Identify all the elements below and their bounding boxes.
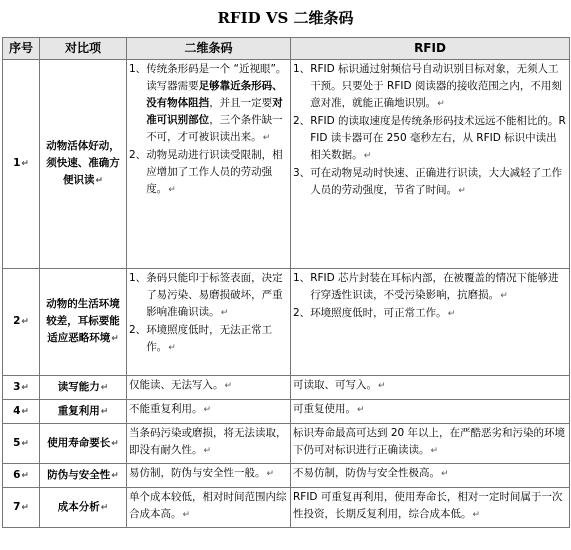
list-number: 2、	[129, 149, 147, 161]
paragraph-mark: ↵	[168, 343, 176, 353]
row-number: 5↵	[3, 424, 40, 464]
table-row	[3, 400, 570, 424]
list-text	[146, 322, 288, 357]
barcode-cell: 仅能读、无法写入。↵	[127, 376, 291, 400]
text-segment: ，并且一定要	[209, 97, 273, 109]
barcode-cell: 易仿制，防伪与安全性一般。↵	[127, 464, 291, 488]
paragraph-mark: ↵	[262, 133, 271, 143]
comparison-table	[2, 37, 570, 528]
rfid-cell: 可读取、可写入。↵	[291, 376, 570, 400]
emphasis-text: 足够靠近条形码、没有物体阻挡	[146, 80, 283, 109]
paragraph-mark: ↵	[500, 291, 508, 301]
text-segment: RFID 的读取速度是传统条形码技术远远不能相比的。RFID 读卡器可在 250 毫秒左右，从 RFID 标识中读出相关数据。	[310, 115, 566, 161]
barcode-cell	[127, 60, 291, 269]
list-text	[146, 147, 288, 199]
row-item: 使用寿命要长↵	[40, 424, 127, 464]
list-item	[293, 61, 567, 113]
list-number: 2、	[129, 324, 147, 336]
row-item: 读写能力↵	[40, 376, 127, 400]
list-text	[310, 165, 567, 200]
row-item: 防伪与安全性↵	[40, 464, 127, 488]
table-row	[3, 376, 570, 400]
paragraph-mark: ↵	[363, 151, 372, 161]
row-number: 7↵	[3, 488, 40, 528]
table-row	[3, 424, 570, 464]
list-text	[310, 305, 567, 323]
table-row	[3, 488, 570, 528]
table-row	[3, 464, 570, 488]
paragraph-mark: ↵	[220, 308, 229, 318]
list-item	[129, 147, 288, 199]
paragraph-mark: ↵	[447, 309, 456, 319]
list-text	[310, 113, 567, 165]
row-item: 动物活体好动，须快速、准确方便识读↵	[40, 60, 127, 269]
text-segment: 可在动物晃动时快速、正确进行识读，大大减轻了工作人员的劳动强度，节省了时间。	[310, 167, 563, 196]
barcode-cell: 单个成本较低，相对时间范围内综合成本高。↵	[127, 488, 291, 528]
row-number: 2↵	[3, 269, 40, 376]
list-text	[146, 270, 288, 322]
list-number: 1、	[129, 272, 147, 284]
list-item	[293, 305, 567, 323]
paragraph-mark: ↵	[458, 186, 466, 196]
header-qr-code: 二维条码	[127, 38, 291, 60]
header-comparison-item: 对比项	[40, 38, 127, 60]
list-number: 1、	[293, 63, 311, 75]
list-text	[310, 270, 567, 305]
rfid-cell: 可重复使用。↵	[291, 400, 570, 424]
row-number: 1↵	[3, 60, 40, 269]
emphasis-text: 对准可识别部位	[146, 97, 283, 126]
text-segment: RFID 芯片封装在耳标内部，在被覆盖的情况下能够进行穿透性识读，不受污染影响，抗磨损。	[310, 272, 559, 301]
list-number: 3、	[293, 167, 311, 179]
list-number: 2、	[293, 307, 311, 319]
rfid-cell	[291, 269, 570, 376]
row-number: 4↵	[3, 400, 40, 424]
paragraph-mark: ↵	[168, 185, 176, 195]
paragraph-mark: ↵	[437, 99, 445, 109]
row-item: 重复利用↵	[40, 400, 127, 424]
text-segment: 传统条形码是一个 “近视眼”。读写器需要	[146, 63, 287, 92]
list-item	[129, 322, 288, 357]
rfid-cell: 不易仿制，防伪与安全性极高。↵	[291, 464, 570, 488]
barcode-cell: 当条码污染或磨损，将无法读取，即没有耐久性。↵	[127, 424, 291, 464]
text-segment: 环境照度低时，无法正常工作。	[146, 324, 273, 353]
row-item: 成本分析↵	[40, 488, 127, 528]
list-text	[310, 61, 567, 113]
table-row	[3, 269, 570, 376]
list-item	[129, 61, 288, 147]
barcode-cell: 不能重复利用。↵	[127, 400, 291, 424]
list-item	[293, 270, 567, 305]
page-title: RFID VS 二维条码	[217, 9, 354, 27]
table-header-row	[3, 38, 570, 60]
list-text	[146, 61, 288, 147]
row-number: 6↵	[3, 464, 40, 488]
table-row	[3, 60, 570, 269]
text-segment: RFID 标识通过射频信号自动识别目标对象，无须人工干预。只要处于 RFID 阅读器的接收范围之内，不用刻意对准，就能正确地识别。	[310, 63, 562, 109]
text-segment: ，三个条件缺一不可，才可被识读出来。	[146, 114, 283, 143]
list-item	[293, 113, 567, 165]
list-number: 2、	[293, 115, 311, 127]
list-item	[293, 165, 567, 200]
rfid-cell: RFID 可重复再利用，使用寿命长，相对一定时间属于一次性投资，长期反复利用，综合成本低。↵	[291, 488, 570, 528]
text-segment: 动物晃动进行识读受限制，相应增加了工作人员的劳动强度。	[146, 149, 283, 195]
header-rfid: RFID	[291, 38, 570, 60]
row-number: 3↵	[3, 376, 40, 400]
header-number: 序号	[3, 38, 40, 60]
barcode-cell	[127, 269, 291, 376]
text-segment: 环境照度低时，可正常工作。	[310, 307, 447, 319]
rfid-cell: 标识寿命最高可达到 20 年以上，在严酷恶劣和污染的环境下仍可对标识进行正确读读。↵	[291, 424, 570, 464]
list-number: 1、	[129, 63, 147, 75]
list-number: 1、	[293, 272, 311, 284]
rfid-cell	[291, 60, 570, 269]
text-segment: 条码只能印于标签表面，决定了易污染、易磨损破坏，严重影响准确识读。	[146, 272, 283, 318]
list-item	[129, 270, 288, 322]
row-item: 动物的生活环境较差，耳标要能适应恶略环境↵	[40, 269, 127, 376]
